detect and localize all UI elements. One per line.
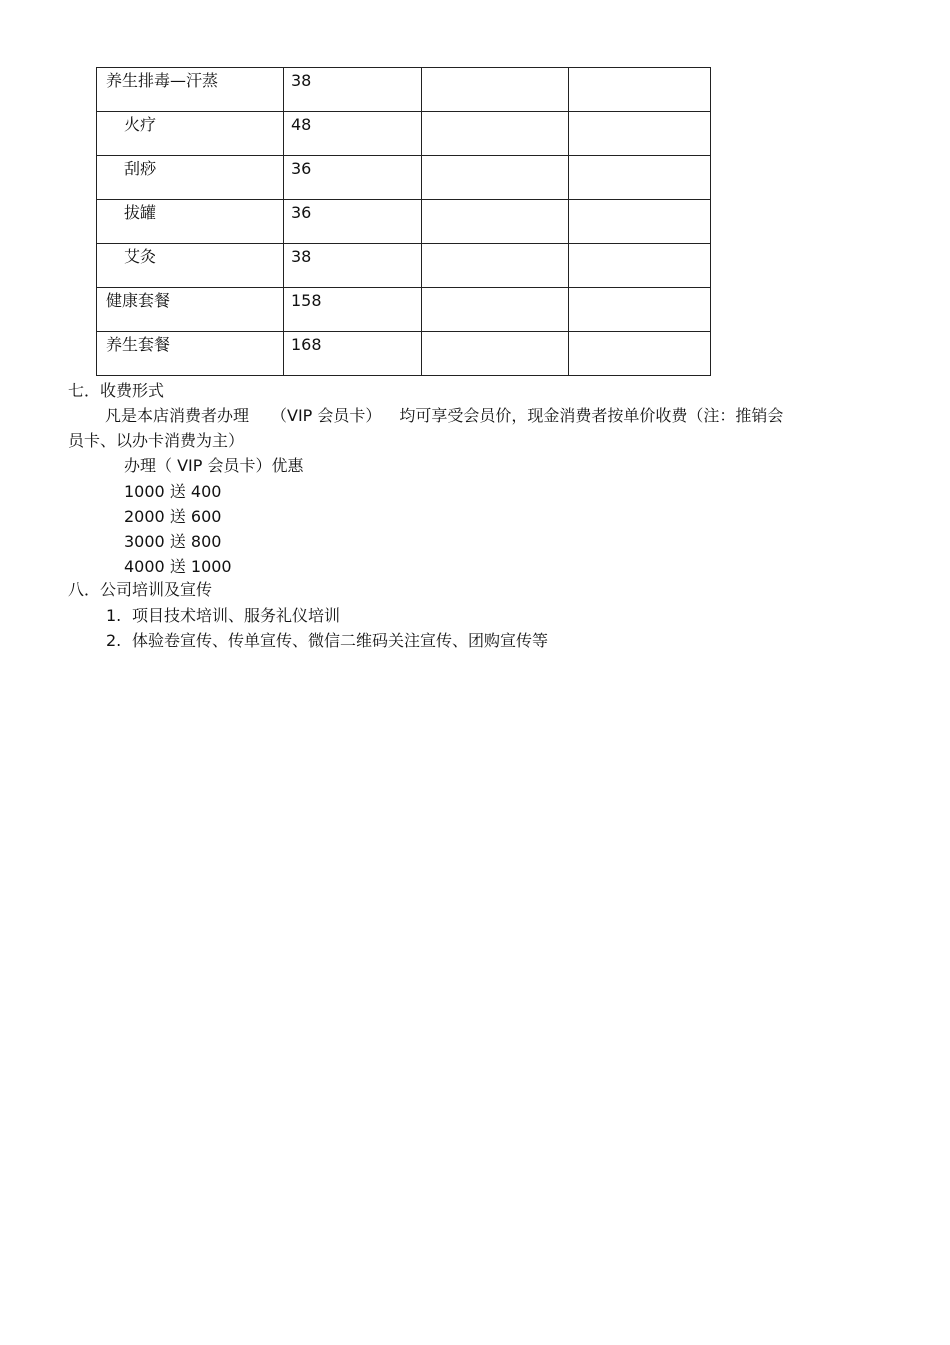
item-price-cell — [284, 68, 422, 112]
list-item-number: 1. — [106, 606, 122, 625]
item-price-cell — [284, 332, 422, 376]
item-price: 36 — [291, 203, 312, 222]
table-row — [97, 288, 711, 332]
vip-offer-item: 4000 送 1000 — [124, 557, 232, 576]
table-row — [97, 112, 711, 156]
item-name-cell — [97, 332, 284, 376]
section7-paragraph-line2: 员卡、以办卡消费为主） — [68, 431, 245, 450]
empty-cell — [569, 68, 711, 112]
table-row — [97, 244, 711, 288]
empty-cell — [569, 332, 711, 376]
section7-heading: 七．收费形式 — [68, 381, 165, 400]
table-row — [97, 332, 711, 376]
item-price: 48 — [291, 115, 312, 134]
section7-paragraph-line1 — [105, 406, 783, 426]
list-item-number: 2. — [106, 631, 122, 650]
item-price-cell — [284, 156, 422, 200]
item-name: 刮痧 — [124, 159, 157, 178]
list-item — [106, 606, 340, 626]
paragraph-text-part3: 均可享受会员价，现金消费者按单价收费（注：推销会 — [399, 406, 784, 425]
empty-cell — [569, 244, 711, 288]
empty-cell — [422, 200, 569, 244]
list-item — [106, 631, 548, 651]
item-price: 38 — [291, 71, 312, 90]
item-price-cell — [284, 288, 422, 332]
empty-cell — [569, 288, 711, 332]
item-name: 拔罐 — [124, 203, 157, 222]
paragraph-text-part1: 凡是本店消费者办理 — [105, 406, 250, 425]
item-price-cell — [284, 200, 422, 244]
empty-cell — [569, 112, 711, 156]
vip-offer-item: 3000 送 800 — [124, 532, 222, 551]
table-row — [97, 68, 711, 112]
paragraph-text-part2: （VIP 会员卡） — [271, 406, 382, 425]
item-name-cell — [97, 68, 284, 112]
item-name: 健康套餐 — [106, 291, 171, 310]
item-name: 火疗 — [124, 115, 157, 134]
empty-cell — [422, 332, 569, 376]
list-item-text: 体验卷宣传、传单宣传、微信二维码关注宣传、团购宣传等 — [132, 631, 549, 650]
vip-offer-title: 办理（ VIP 会员卡）优惠 — [124, 456, 304, 475]
item-price: 36 — [291, 159, 312, 178]
empty-cell — [422, 68, 569, 112]
list-item-text: 项目技术培训、服务礼仪培训 — [132, 606, 341, 625]
item-name: 艾灸 — [124, 247, 157, 266]
item-price-cell — [284, 244, 422, 288]
price-table — [96, 67, 711, 376]
table-row — [97, 156, 711, 200]
vip-offer-item: 1000 送 400 — [124, 482, 222, 501]
item-price-cell — [284, 112, 422, 156]
table-row — [97, 200, 711, 244]
item-name-cell — [97, 112, 284, 156]
empty-cell — [422, 156, 569, 200]
item-name: 养生排毒—汗蒸 — [106, 71, 219, 90]
empty-cell — [569, 156, 711, 200]
item-price: 168 — [291, 335, 322, 354]
item-name-cell — [97, 156, 284, 200]
vip-offer-item: 2000 送 600 — [124, 507, 222, 526]
item-name: 养生套餐 — [106, 335, 171, 354]
empty-cell — [422, 244, 569, 288]
item-name-cell — [97, 288, 284, 332]
item-name-cell — [97, 200, 284, 244]
empty-cell — [569, 200, 711, 244]
section8-heading: 八．公司培训及宣传 — [68, 580, 213, 599]
empty-cell — [422, 288, 569, 332]
empty-cell — [422, 112, 569, 156]
item-price: 158 — [291, 291, 322, 310]
item-name-cell — [97, 244, 284, 288]
item-price: 38 — [291, 247, 312, 266]
